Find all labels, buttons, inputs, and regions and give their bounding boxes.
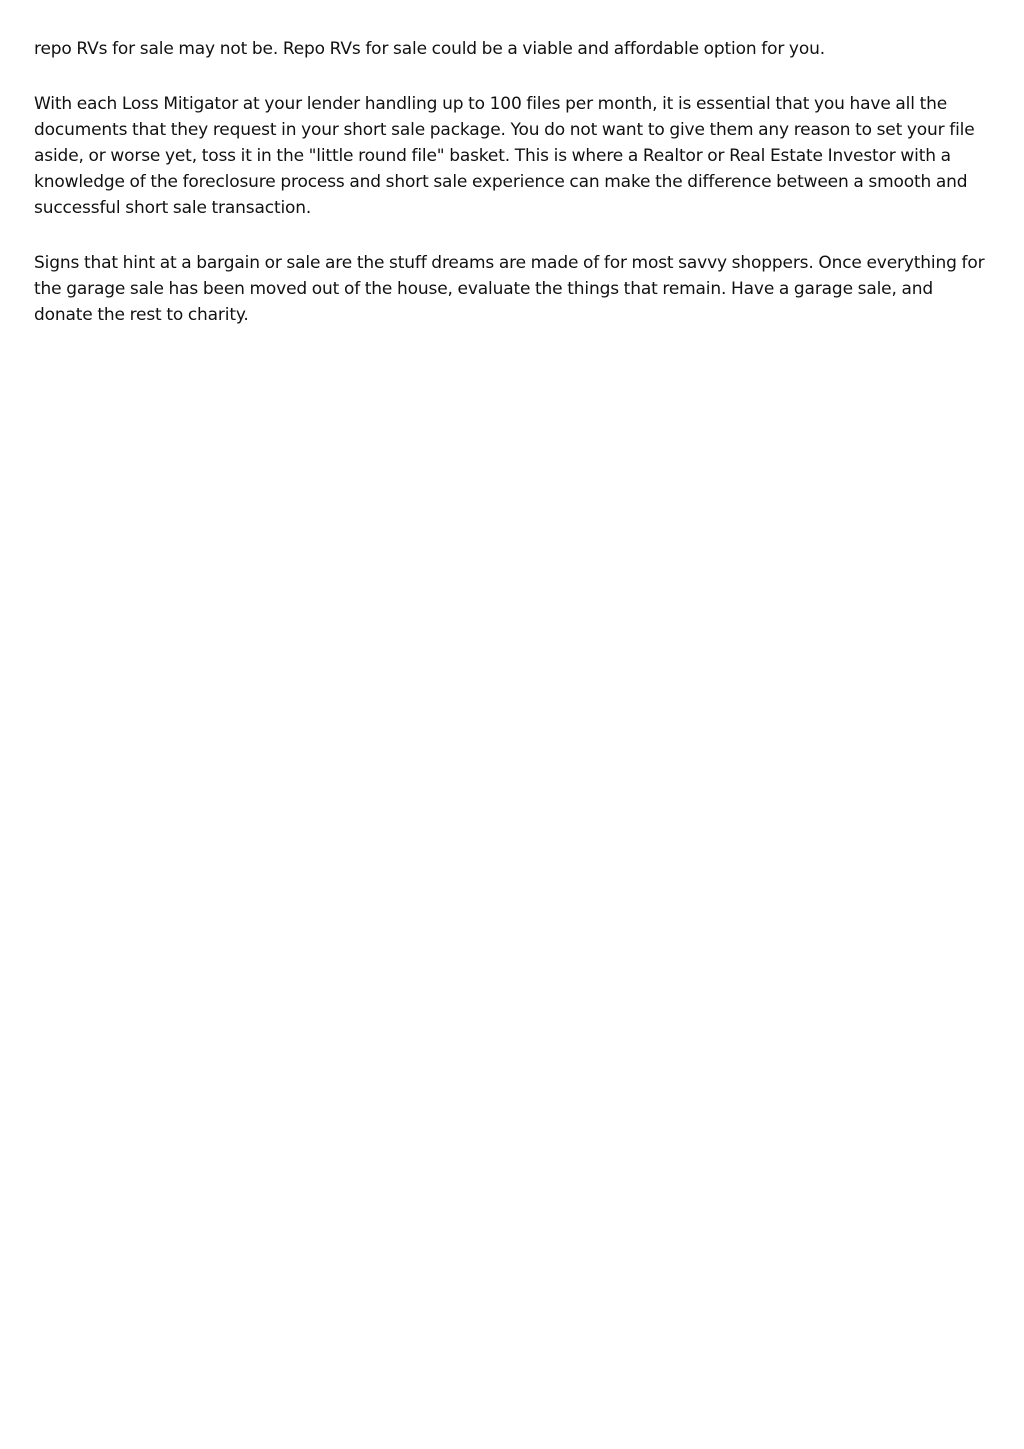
document-body — [34, 36, 996, 357]
paragraph-garage-sale: Signs that hint at a bargain or sale are the stuff dreams are made of for most savvy shoppers. Once everything for the garage sale has been moved out of the house, evaluate the things that remain. Have a garage sale, and donate the rest to charity. — [34, 253, 985, 325]
paragraph-loss-mitigator: With each Loss Mitigator at your lender handling up to 100 files per month, it is essential that you have all the documents that they request in your short sale package. You do not want to give them any reason to set your file aside, or worse yet, toss it in the "little round file" basket. This is where a Realtor or Real Estate Investor with a knowledge of the foreclosure process and short sale experience can make the difference between a smooth and successful short sale transaction. — [34, 94, 975, 218]
paragraph-repo-rvs: repo RVs for sale may not be. Repo RVs for sale could be a viable and affordable option for you. — [34, 39, 825, 59]
